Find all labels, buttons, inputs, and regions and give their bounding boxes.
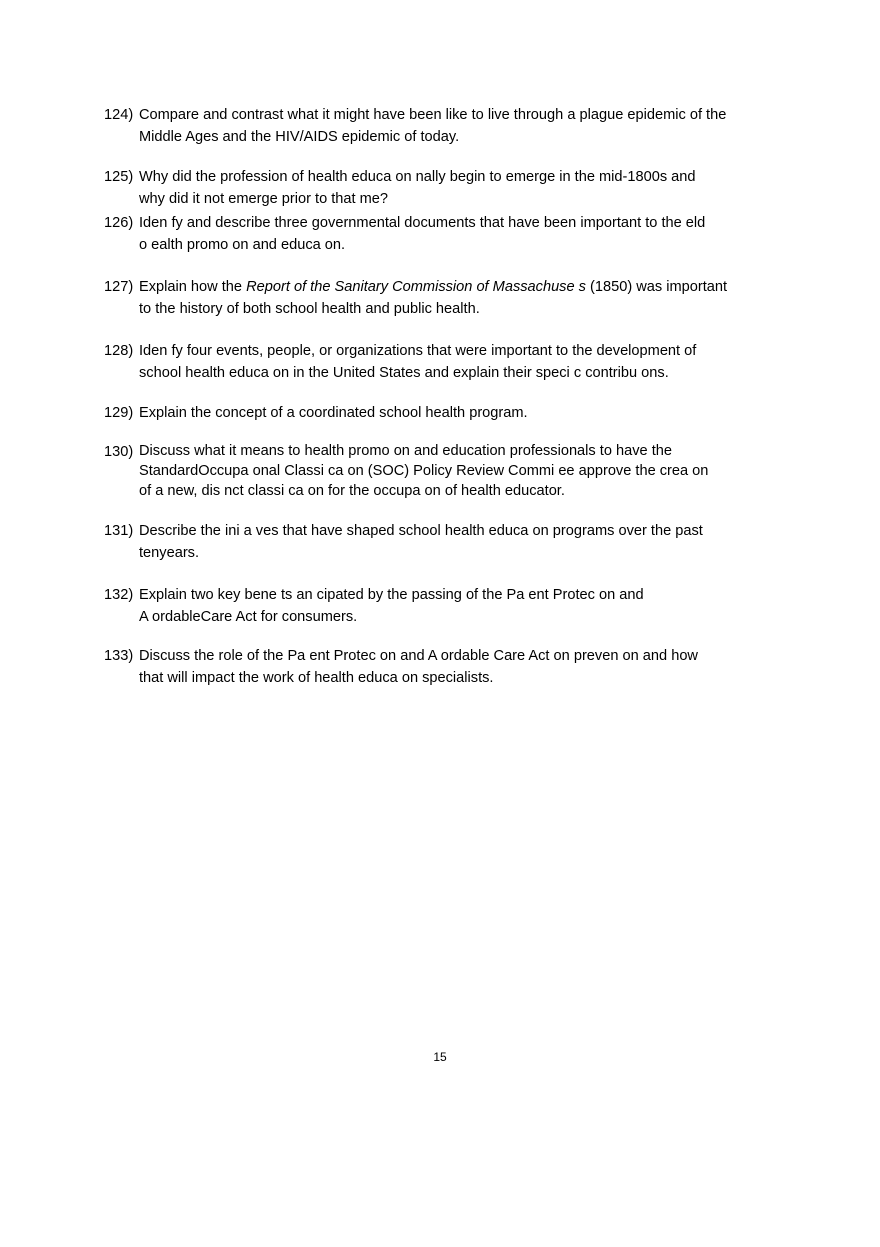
question-text-line: school health educa on in the United States and explain their speci c contribu ons.	[139, 365, 669, 381]
question-125	[104, 166, 780, 210]
question-text-line: o ealth promo on and educa on.	[139, 237, 346, 253]
question-130	[104, 441, 780, 501]
question-number: 130)	[104, 444, 134, 460]
question-number: 128)	[104, 343, 134, 359]
question-text-line: Compare and contrast what it might have been like to live through a plague epidemic of the	[139, 107, 727, 123]
question-number: 133)	[104, 648, 134, 664]
question-text-line: Explain the concept of a coordinated school health program.	[139, 405, 528, 421]
question-text-line: to the history of both school health and public health.	[139, 301, 480, 317]
question-number: 126)	[104, 215, 134, 231]
question-text-line: tenyears.	[139, 545, 200, 561]
question-number: 125)	[104, 169, 134, 185]
question-number: 127)	[104, 279, 134, 295]
question-132	[104, 584, 780, 628]
question-text-line: of a new, dis nct classi ca on for the occupa on of health educator.	[139, 483, 565, 499]
question-text-line: Middle Ages and the HIV/AIDS epidemic of today.	[139, 129, 460, 145]
question-text-line	[139, 276, 780, 298]
question-number: 131)	[104, 523, 134, 539]
question-text-line: Iden fy and describe three governmental documents that have been important to the eld	[139, 215, 706, 231]
question-127	[104, 276, 780, 320]
question-text-line: Iden fy four events, people, or organizations that were important to the development of	[139, 343, 697, 359]
question-number: 124)	[104, 107, 134, 123]
question-126	[104, 212, 780, 256]
question-text-line: why did it not emerge prior to that me?	[139, 191, 389, 207]
question-text-segment: Explain how the	[139, 279, 247, 295]
question-129	[104, 402, 780, 424]
question-text-line: StandardOccupa onal Classi ca on (SOC) Policy Review Commi ee approve the crea on	[139, 463, 709, 479]
question-text-line: Discuss the role of the Pa ent Protec on and A ordable Care Act on preven on and how	[139, 648, 698, 664]
question-text-line: Discuss what it means to health promo on and education professionals to have the	[139, 443, 672, 459]
question-133	[104, 645, 780, 689]
question-text-line: Explain two key bene ts an cipated by the passing of the Pa ent Protec on and	[139, 587, 644, 603]
question-number: 132)	[104, 587, 134, 603]
question-text-line: Why did the profession of health educa on nally begin to emerge in the mid-1800s and	[139, 169, 696, 185]
question-128	[104, 340, 780, 384]
question-text-line: A ordableCare Act for consumers.	[139, 609, 358, 625]
question-131	[104, 520, 780, 564]
question-text-line: Describe the ini a ves that have shaped school health educa on programs over the past	[139, 523, 703, 539]
question-124	[104, 104, 780, 148]
question-text-segment: (1850) was important	[585, 279, 728, 295]
question-number: 129)	[104, 405, 134, 421]
report-title-italic: Report of the Sanitary Commission of Massachuse s	[246, 279, 586, 295]
page-number: 15	[433, 1050, 447, 1064]
question-text-line: that will impact the work of health educa on specialists.	[139, 670, 494, 686]
